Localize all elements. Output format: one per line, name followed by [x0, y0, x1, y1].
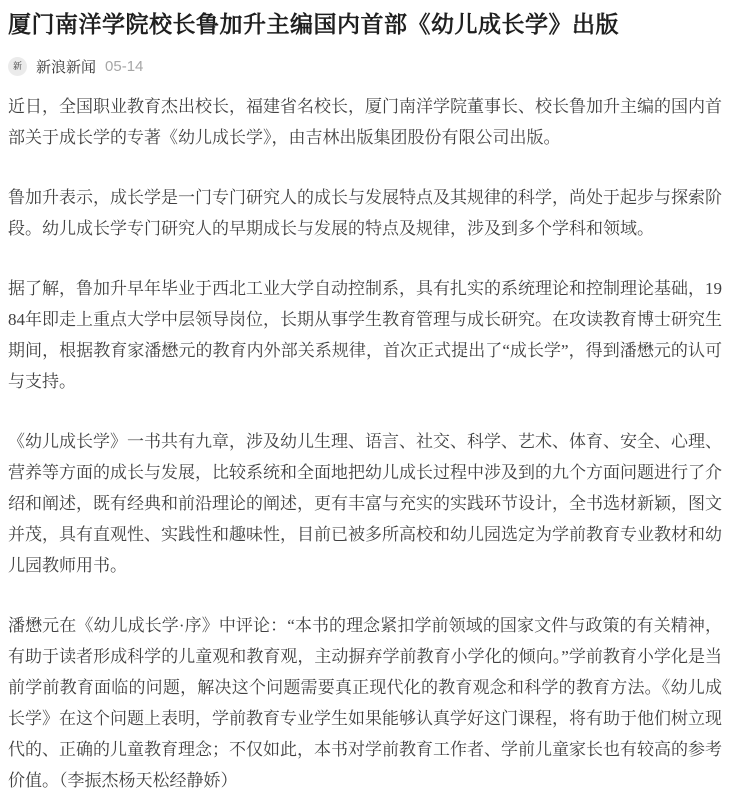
paragraph: 潘懋元在《幼儿成长学·序》中评论：“本书的理念紧扣学前领域的国家文件与政策的有关精神，有助于读者形成科学的儿童观和教育观，主动摒弃学前教育小学化的倾向。”学前教育小学化是当前学前教育面临的问题，解决这个问题需要真正现代化的教育观念和科学的教育方法。《幼儿成长学》在这个问题上表明，学前教育专业学生如果能够认真学好这门课程，将有助于他们树立现代的、正确的儿童教育理念；不仅如此，本书对学前教育工作者、学前儿童家长也有较高的参考价值。（李振杰杨天松经静娇） [8, 615, 722, 790]
article-title: 厦门南洋学院校长鲁加升主编国内首部《幼儿成长学》出版 [8, 11, 619, 37]
paragraph: 鲁加升表示，成长学是一门专门研究人的成长与发展特点及其规律的科学，尚处于起步与探索阶段。幼儿成长学专门研究人的早期成长与发展的特点及规律，涉及到多个学科和领域。 [8, 187, 722, 238]
article-meta [8, 56, 722, 77]
article-body [8, 91, 722, 796]
paragraph: 《幼儿成长学》一书共有九章，涉及幼儿生理、语言、社交、科学、艺术、体育、安全、心理、营养等方面的成长与发展，比较系统和全面地把幼儿成长过程中涉及到的九个方面问题进行了介绍和阐述，既有经典和前沿理论的阐述，更有丰富与充实的实践环节设计，全书选材新颖，图文并茂，具有直观性、实践性和趣味性，目前已被多所高校和幼儿园选定为学前教育专业教材和幼儿园教师用书。 [8, 431, 722, 575]
paragraph: 近日，全国职业教育杰出校长，福建省名校长，厦门南洋学院董事长、校长鲁加升主编的国内首部关于成长学的专著《幼儿成长学》，由吉林出版集团股份有限公司出版。 [8, 96, 722, 147]
source-name[interactable]: 新浪新闻 [36, 58, 97, 76]
source-logo-icon[interactable]: 新 [8, 57, 27, 76]
paragraph: 据了解，鲁加升早年毕业于西北工业大学自动控制系，具有扎实的系统理论和控制理论基础，1984年即走上重点大学中层领导岗位，长期从事学生教育管理与成长研究。在攻读教育博士研究生期间，根据教育家潘懋元的教育内外部关系规律，首次正式提出了“成长学”，得到潘懋元的认可与支持。 [8, 278, 722, 391]
publish-date: 05-14 [105, 57, 144, 75]
